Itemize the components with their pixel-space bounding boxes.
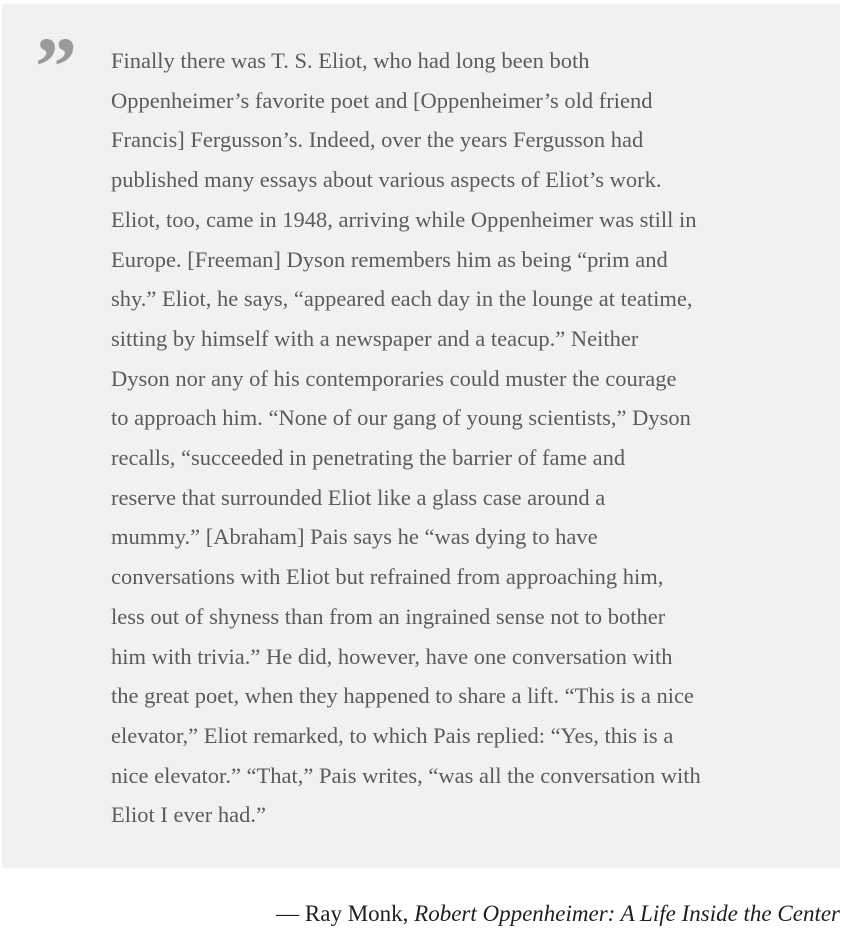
quotation-mark-icon: ” <box>35 21 73 114</box>
quote-attribution <box>276 898 840 930</box>
quote-text: Finally there was T. S. Eliot, who had long been both Oppenheimer’s favorite poet and [Oppenheimer’s old friend Francis] Fergusson’s. Indeed, over the years Fergusson had published many essays about various aspects of Eliot’s work. Eliot, too, came in 1948, arriving while Oppenheimer was still in Europe. [Freeman] Dyson remembers him as being “prim and shy.” Eliot, he says, “appeared each day in the lounge at teatime, sitting by himself with a newspaper and a teacup.” Neither Dyson nor any of his contemporaries could muster the courage to approach him. “None of our gang of young scientists,” Dyson recalls, “succeeded in penetrating the barrier of fame and reserve that surrounded Eliot like a glass case around a mummy.” [Abraham] Pais says he “was dying to have conversations with Eliot but refrained from approaching him, less out of shyness than from an ingrained sense not to bother him with trivia.” He did, however, have one conversation with the great poet, when they happened to share a lift. “This is a nice elevator,” Eliot remarked, to which Pais replied: “Yes, this is a nice elevator.” “That,” Pais writes, “was all the conversation with Eliot I ever had.” <box>111 48 701 828</box>
attribution-author: — Ray Monk, <box>276 901 415 926</box>
attribution-work-title: Robert Oppenheimer: A Life Inside the Center <box>414 901 840 926</box>
blockquote <box>2 4 840 868</box>
